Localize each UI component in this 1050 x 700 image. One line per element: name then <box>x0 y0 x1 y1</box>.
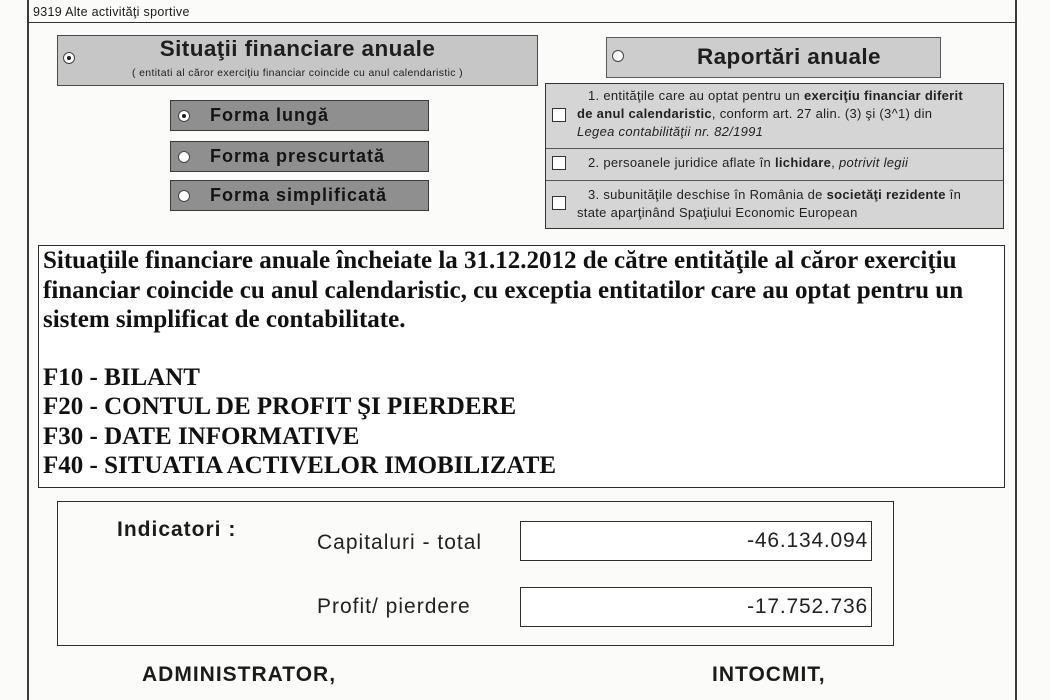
category-row-liquidation <box>546 149 1003 181</box>
statement-form-f40: F40 - SITUATIA ACTIVELOR IMOBILIZATE <box>43 452 557 479</box>
statement-intro-line: Situaţiile financiare anuale încheiate la 31.12.2012 de către entităţile al căror exerciţiu <box>43 247 957 274</box>
form-option-long-label: Forma lungă <box>210 105 330 125</box>
activity-code-label: 9319 Alte activităţi sportive <box>33 5 190 19</box>
category-text-segment: 3. subunităţile deschise în România de <box>588 187 827 202</box>
activity-strip <box>27 0 1017 23</box>
category-text-resident-subunits <box>577 186 961 222</box>
form-option-simplified[interactable] <box>170 180 429 211</box>
category-text-segment: în <box>945 187 962 202</box>
category-text-emphasis: societăţi rezidente <box>826 187 946 202</box>
category-text-emphasis: lichidare <box>774 155 832 170</box>
statement-form-f10: F10 - BILANT <box>43 363 200 391</box>
equity-total-field[interactable]: -46.134.094 <box>520 521 872 561</box>
annual-report-categories <box>545 83 1004 229</box>
form-option-simplified-radio[interactable] <box>178 190 190 202</box>
equity-total-label: Capitaluri - total <box>317 531 483 554</box>
annual-reports-title: Raportări anuale <box>697 44 881 69</box>
statement-intro-line: financiar coincide cu anul calendaristic, cu exceptia entitatilor care au optat pentru un <box>43 276 964 304</box>
profit-loss-label: Profit/ pierdere <box>317 595 471 618</box>
profit-loss-field[interactable]: -17.752.736 <box>520 587 872 627</box>
category-text-segment: state aparţinând Spaţiului Economic European <box>577 205 858 220</box>
category-law-reference: potrivit legii <box>838 155 909 170</box>
administrator-signature-label: ADMINISTRATOR, <box>142 663 337 686</box>
category-checkbox-different-fiscal-year[interactable] <box>552 108 566 122</box>
form-option-long-radio[interactable] <box>178 110 190 122</box>
statement-spacer <box>43 335 1004 363</box>
statement-form-f30: F30 - DATE INFORMATIVE <box>43 422 360 450</box>
form-option-short-radio[interactable] <box>178 151 190 163</box>
form-option-short[interactable] <box>170 141 429 172</box>
category-law-reference: Legea contabilităţii nr. 82/1991 <box>577 124 764 139</box>
category-text-different-fiscal-year <box>577 87 963 141</box>
category-text-emphasis: exerciţiu financiar diferit <box>803 88 964 103</box>
annual-reports-option[interactable] <box>606 37 941 78</box>
form-option-long[interactable] <box>170 100 429 131</box>
category-text-liquidation <box>577 154 908 172</box>
category-checkbox-resident-subunits[interactable] <box>552 196 566 210</box>
category-line <box>577 154 908 172</box>
financial-statements-title: Situaţii financiare anuale <box>159 36 436 61</box>
financial-statements-description <box>38 245 1005 488</box>
category-line <box>577 123 963 141</box>
category-text-segment: 2. persoanele juridice aflate în <box>588 155 775 170</box>
category-line <box>577 204 961 222</box>
form-option-simplified-label: Forma simplificată <box>210 185 388 205</box>
statement-form-f20: F20 - CONTUL DE PROFIT ŞI PIERDERE <box>43 393 517 420</box>
category-row-different-fiscal-year <box>546 84 1003 149</box>
category-text-segment: , conform art. 27 alin. (3) şi (3^1) din <box>711 106 933 121</box>
indicators-title: Indicatori : <box>117 518 237 541</box>
financial-statements-subtitle: ( entitati al căror exerciţiu financiar coincide cu anul calendaristic ) <box>131 67 463 79</box>
category-line <box>577 186 961 204</box>
prepared-by-signature-label: INTOCMIT, <box>712 663 826 686</box>
category-checkbox-liquidation[interactable] <box>552 156 566 170</box>
indicators-panel <box>57 501 894 646</box>
category-line <box>577 105 963 123</box>
category-text-emphasis: de anul calendaristic <box>577 106 712 121</box>
annual-reports-radio[interactable] <box>612 50 624 62</box>
statement-intro-line: sistem simplificat de contabilitate. <box>43 306 406 333</box>
category-line <box>577 87 963 105</box>
form-option-short-label: Forma prescurtată <box>210 146 386 166</box>
category-text-segment: 1. entităţile care au optat pentru un <box>588 88 804 103</box>
financial-statements-option[interactable] <box>57 35 538 86</box>
category-text-segment: , <box>831 155 839 170</box>
category-row-resident-subunits <box>546 181 1003 228</box>
